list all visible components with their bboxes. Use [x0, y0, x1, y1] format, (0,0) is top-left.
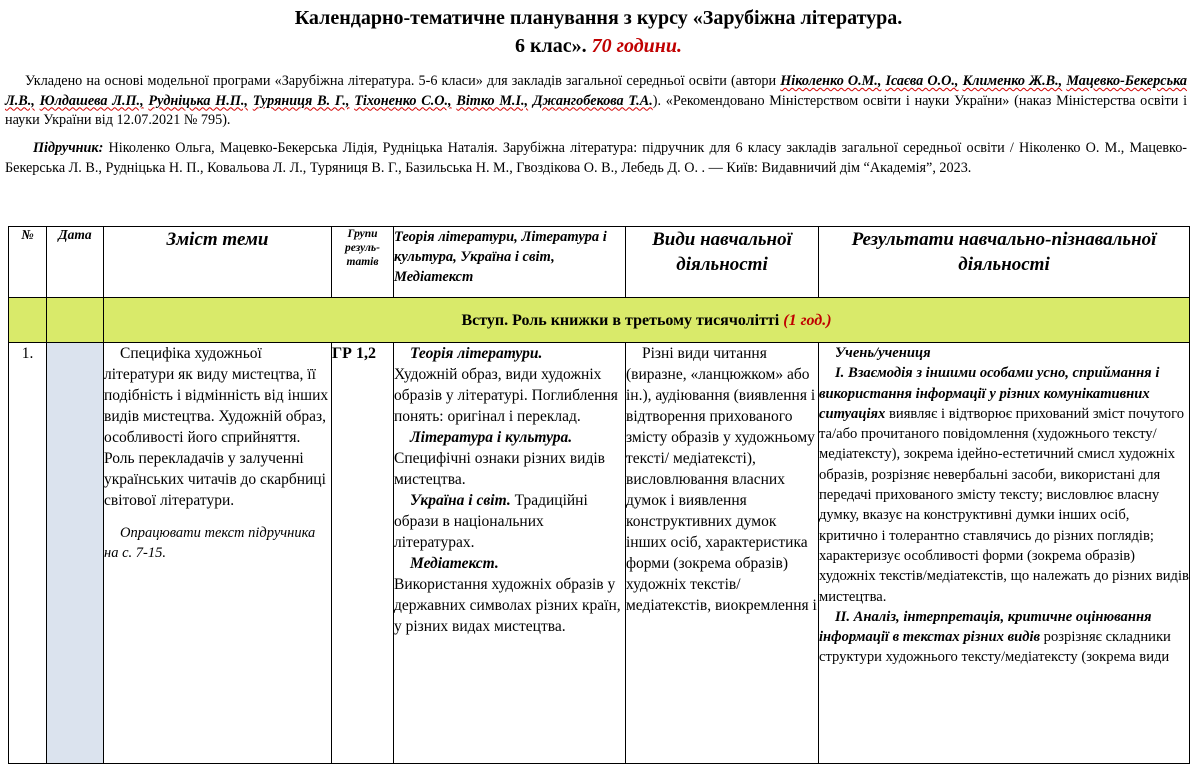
intro-paragraph — [5, 72, 1187, 131]
lesson-date-cell — [47, 343, 104, 764]
section-title — [104, 298, 1190, 343]
table-row — [9, 343, 1190, 764]
culture-label: Література і культура. — [410, 429, 573, 446]
column-header-date: Дата — [47, 227, 104, 298]
lesson-number: 1. — [9, 343, 47, 764]
author-name: Клименко Ж.В., — [962, 73, 1063, 89]
author-name: Юлдашева Л.П., — [39, 92, 144, 109]
result-1-label: І. Взаємодія з іншими особами усно, сприймання і використання інформації у різних комунікативних ситуаціях — [819, 365, 1160, 422]
author-name: Мацевко-Бекерська Л.В., — [5, 73, 1188, 109]
activities-text: Різні види читання (виразне, «ланцюжком» або ін.), аудіювання (виявлення і відтворення прихованого змісту образів у художньому тексті/ медіатексті), висловлювання власних думок і виявлення конструктивних думок інших осіб, характеристика форми (зокрема образів) художніх текстів/ медіатекстів, виокремлення і — [626, 345, 817, 614]
theory-label: Теорія літератури. — [410, 345, 543, 362]
result-groups: ГР 1,2 — [332, 343, 394, 764]
planning-table — [8, 226, 1190, 764]
ukraine-text: Традиційні образи в національних літературах. — [394, 492, 588, 551]
mediatext-text: Використання художніх образів у державних символах різних країн, у різних видах мистецтва. — [394, 576, 621, 635]
column-header-theory: Теорія літератури, Література і культура, Україна і світ, Медіатекст — [394, 227, 626, 298]
result-2-text: розрізняє складники структури художнього тексту/медіатексту (зокрема види — [819, 629, 1171, 666]
intro-start: Укладено на основі модельної програми «Зарубіжна література. 5-6 класи» для закладів загальної середньої освіти (автори — [25, 73, 781, 89]
author-name: Джангобекова Т.А. — [532, 92, 653, 109]
student-label: Учень/учениця — [835, 345, 931, 361]
author-name: Ісаєва О.О., — [885, 73, 959, 89]
column-header-activities: Види навчальної діяльності — [626, 227, 819, 298]
title-line-2: 6 клас». — [514, 35, 587, 57]
section-empty-cell — [9, 298, 47, 343]
column-header-content: Зміст теми — [104, 227, 332, 298]
activities-cell — [626, 343, 819, 764]
theory-text: Художній образ, види художніх образів у літературі. Поглиблення понять: оригінал і переклад. — [394, 366, 618, 425]
document-title — [0, 5, 1197, 31]
table-header-row — [9, 227, 1190, 298]
results-cell — [819, 343, 1190, 764]
intro-end: ). «Рекомендовано Міністерством освіти і науки України» (наказ Міністерства освіти і науки України від 12.07.2021 № 795). — [5, 92, 1188, 128]
title-hours: 70 години. — [591, 35, 682, 57]
author-name: Вітко М.І., — [456, 92, 529, 109]
column-header-results: Результати навчально-пізнавальної діяльності — [819, 227, 1190, 298]
result-1-text: виявляє і відтворює прихований зміст почутого та/або прочитаного повідомлення (художнього тексту/ медіатексту), зокрема ідейно-естетичний смисл художніх образів, розрізняє невербальні засоби, використані для передачі прихованого змісту тексту; висловлює власну думку, вказує на конструктивні думки інших осіб, критично і толерантно ставлячись до різних поглядів; характеризує особливості форми (зокрема образів) художніх текстів/медіатекстів, що належать до різних видів мистецтва. — [819, 405, 1189, 605]
textbook-text: Ніколенко Ольга, Мацевко-Бекерська Лідія, Рудніцька Наталія. Зарубіжна література: підручник для 6 класу закладів загальної середньої освіти / Ніколенко О. М., Мацевко-Бекерська Л. В., Рудніцька Н. П., Ковальова Л. Л., Туряниця В. Г., Базильська Н. М., Гвоздікова О. В., Лебедь Д. О. . — Київ: Видавничий дім “Академія”, 2023. — [5, 140, 1188, 176]
mediatext-label: Медіатекст. — [410, 555, 499, 572]
author-name: Тіхоненко С.О., — [354, 92, 452, 109]
culture-text: Специфічні ознаки різних видів мистецтва. — [394, 450, 605, 488]
ukraine-label: Україна і світ. — [410, 492, 511, 509]
title-line-1: Календарно-тематичне планування з курсу «Зарубіжна література. — [294, 7, 903, 29]
author-name: Рудніцька Н.П., — [148, 92, 248, 109]
author-name: Туряниця В. Г., — [252, 92, 350, 109]
section-hours: (1 год.) — [783, 311, 832, 329]
textbook-paragraph — [5, 139, 1187, 178]
textbook-label: Підручник: — [33, 140, 104, 156]
lesson-content: Специфіка художньої літератури як виду мистецтва, її подібність і відмінність від інших видів мистецтва. Художній образ, особливості його сприйняття. Роль перекладачів у залученні українських читачів до скарбниці світової літератури. — [104, 345, 329, 509]
document-subtitle — [0, 33, 1197, 59]
result-2-label: ІІ. Аналіз, інтерпретація, критичне оцінювання інформації в текстах різних видів — [819, 608, 1152, 646]
column-header-groups: Групи резуль-татів — [332, 227, 394, 298]
column-header-number: № — [9, 227, 47, 298]
section-title-text: Вступ. Роль книжки в третьому тисячолітті — [461, 311, 780, 329]
lesson-homework: Опрацювати текст підручника на с. 7-15. — [104, 525, 316, 561]
theory-cell — [394, 343, 626, 764]
lesson-content-cell — [104, 343, 332, 764]
section-row — [9, 298, 1190, 343]
section-empty-cell — [47, 298, 104, 343]
author-name: Ніколенко О.М., — [780, 73, 882, 89]
